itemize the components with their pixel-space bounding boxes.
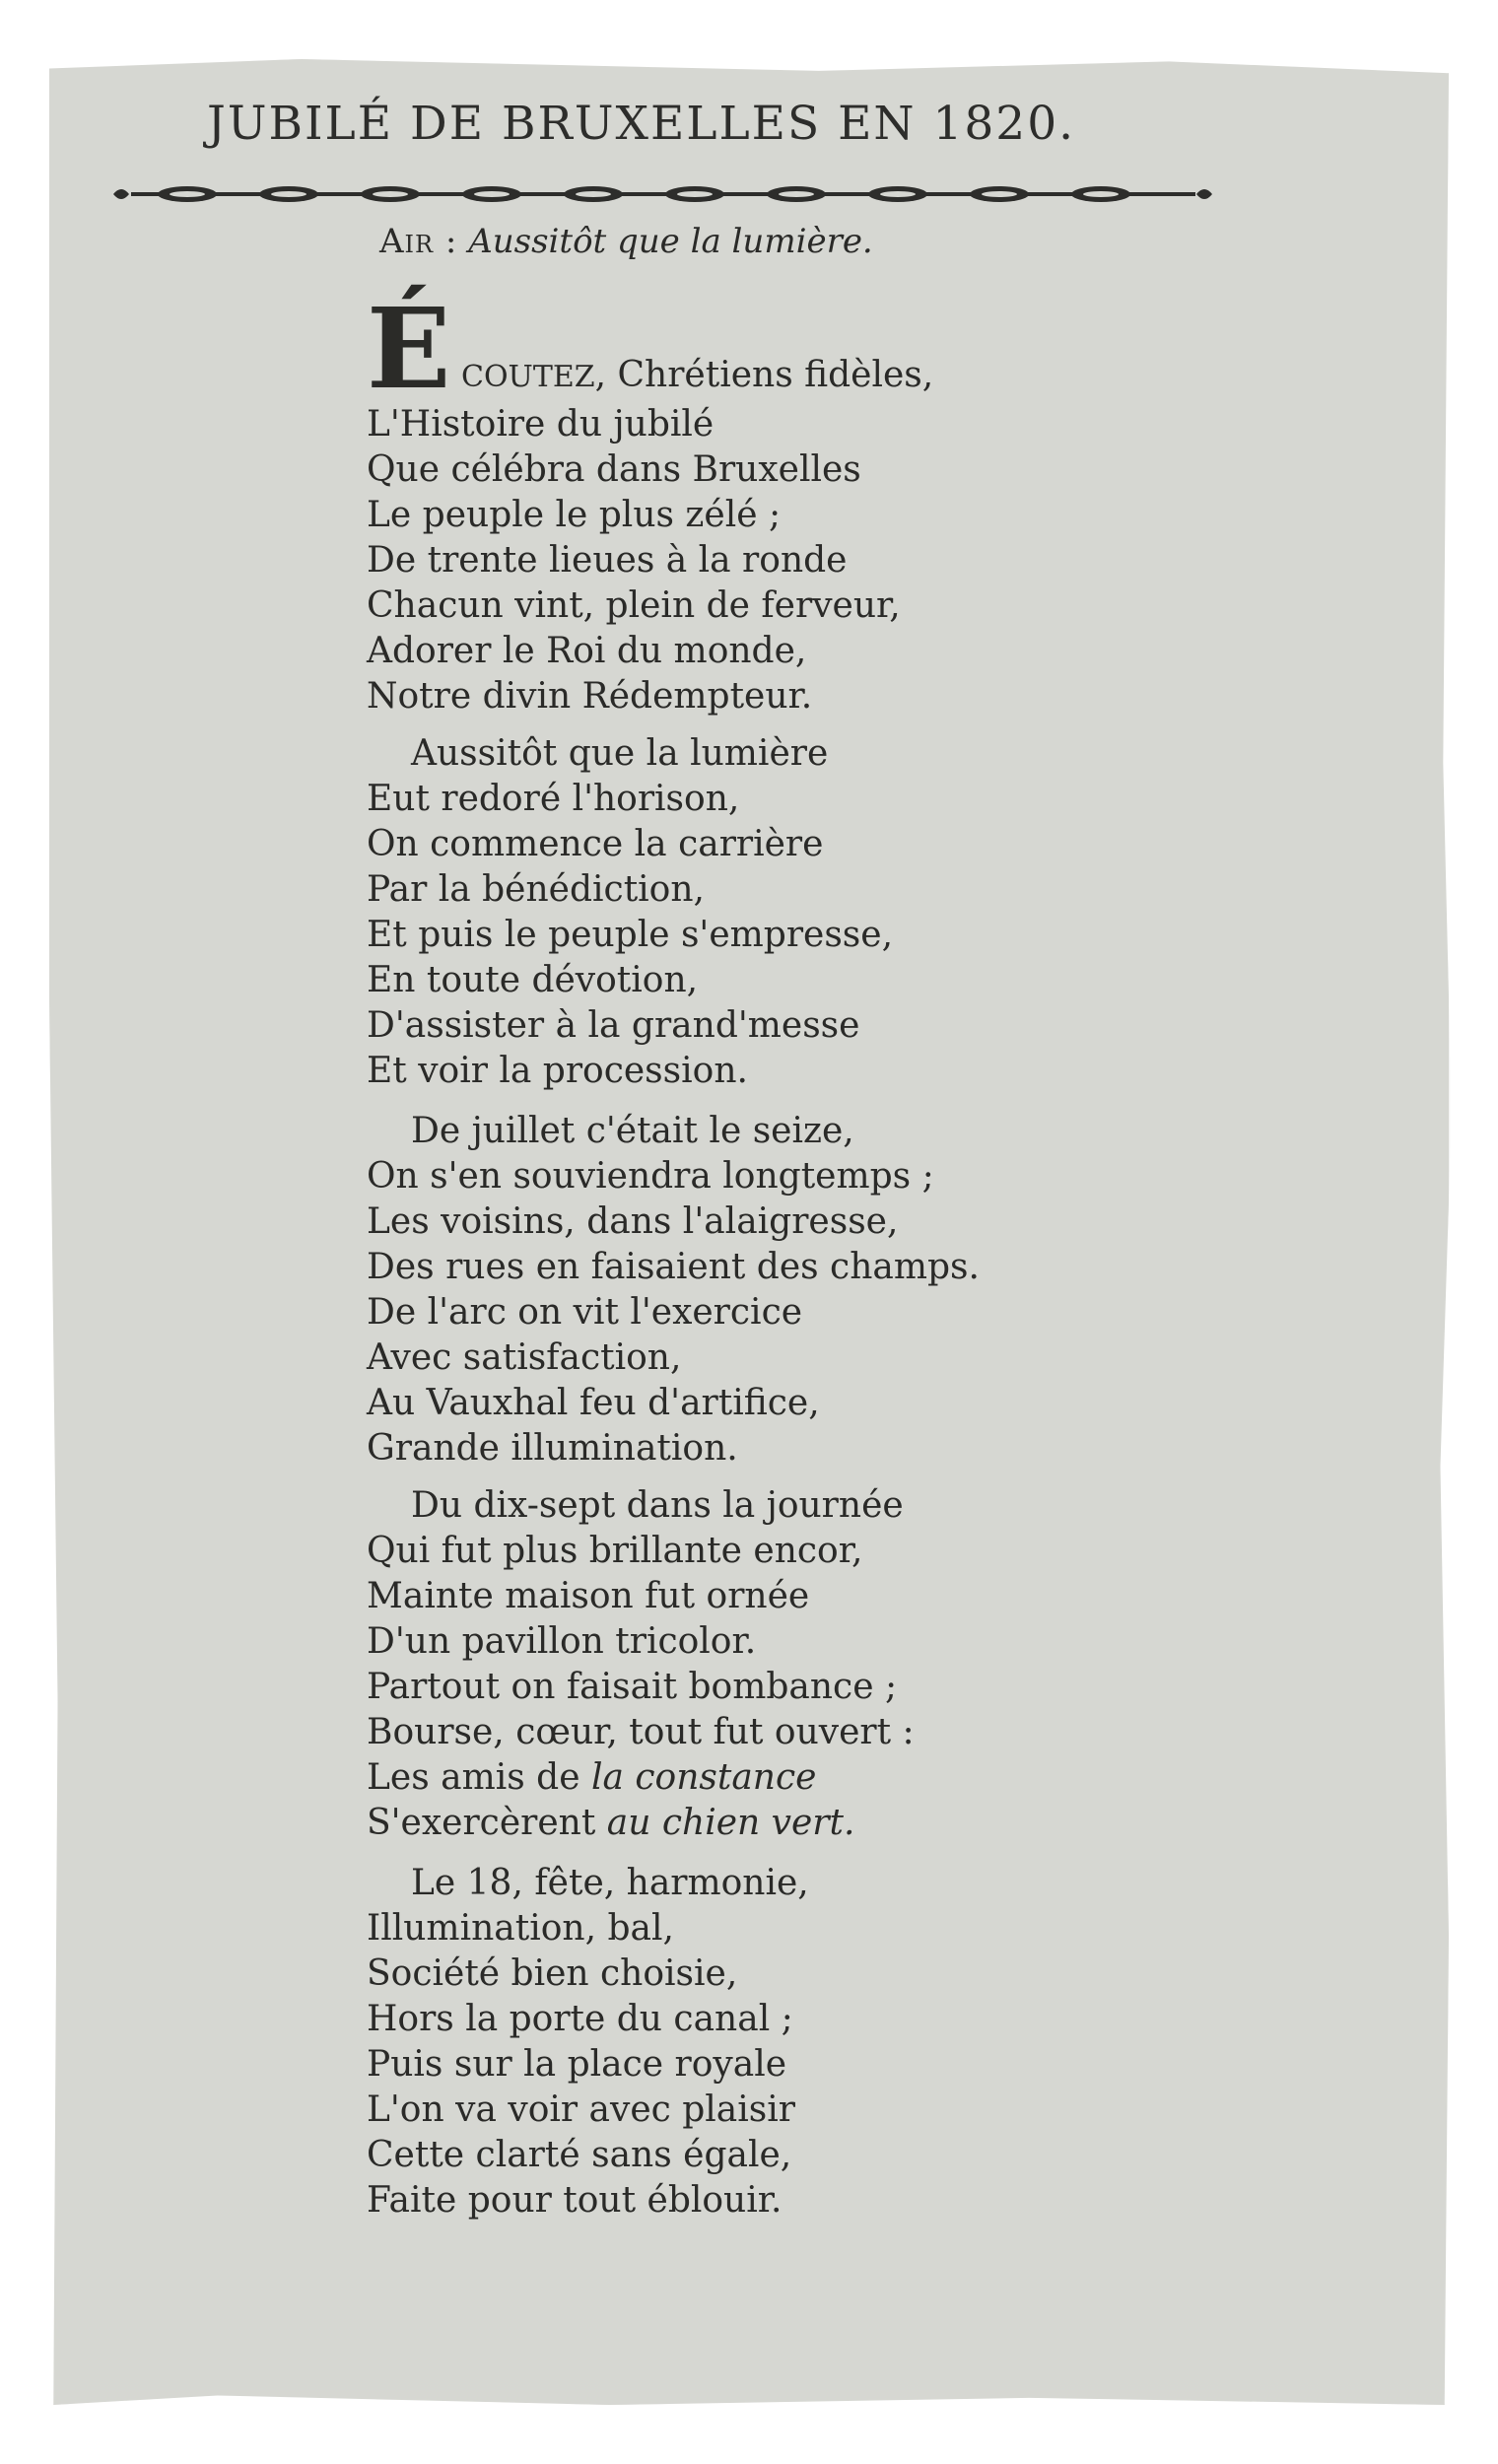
verse-line: Faite pour tout éblouir. (367, 2180, 783, 2221)
verse-line: Mainte maison fut ornée (367, 1576, 810, 1616)
verse-line: Grande illumination. (367, 1428, 738, 1469)
verse-line: Adorer le Roi du monde, (367, 631, 807, 671)
verse-line: Et puis le peuple s'empresse, (367, 915, 894, 955)
verse-line: Aussitôt que la lumière (411, 733, 829, 774)
verse-line: Du dix-sept dans la journée (411, 1485, 904, 1526)
verse-line: On s'en souviendra longtemps ; (367, 1156, 934, 1197)
verse-line: Avec satisfaction, (367, 1337, 682, 1378)
verse-line: Des rues en faisaient des champs. (367, 1247, 980, 1287)
stanza-2 (367, 731, 893, 1094)
verse-line: Les voisins, dans l'alaigresse, (367, 1201, 899, 1242)
verse-line: Eut redoré l'horison, (367, 779, 740, 819)
verse-line: Chacun vint, plein de ferveur, (367, 585, 901, 626)
verse-line: Le 18, fête, harmonie, (411, 1863, 809, 1903)
page-title: JUBILÉ DE BRUXELLES EN 1820. (207, 97, 1076, 151)
air-line (379, 222, 873, 261)
verse-line (367, 1801, 915, 1846)
stanza-3 (367, 1109, 980, 1472)
verse-italic: au chien vert. (606, 1803, 855, 1843)
verse-line: D'un pavillon tricolor. (367, 1621, 757, 1662)
verse-line: On commence la carrière (367, 824, 824, 864)
stanza-4 (367, 1483, 915, 1846)
verse-line: Puis sur la place royale (367, 2044, 787, 2085)
verse-text: Les amis de (367, 1757, 591, 1798)
first-line-rest: , Chrétiens fidèles, (594, 355, 934, 395)
verse-line: Par la bénédiction, (367, 869, 705, 910)
first-word: COUTEZ (461, 360, 595, 394)
verse-line: Le peuple le plus zélé ; (367, 495, 782, 535)
verse-line: Bourse, cœur, tout fut ouvert : (367, 1712, 915, 1752)
verse-line: Société bien choisie, (367, 1953, 738, 1994)
verse-line: De trente lieues à la ronde (367, 540, 848, 581)
verse-line: De l'arc on vit l'exercice (367, 1292, 803, 1333)
verse-line: Au Vauxhal feu d'artifice, (367, 1383, 820, 1423)
verse-line: Que célébra dans Bruxelles (367, 449, 861, 490)
air-label: Air : (379, 222, 458, 261)
verse-text: S'exercèrent (367, 1803, 607, 1843)
verse-line: Notre divin Rédempteur. (367, 676, 813, 717)
stanza-5 (367, 1861, 809, 2224)
stanza-1-first-line (461, 355, 933, 395)
verse-line: Cette clarté sans égale, (367, 2135, 792, 2175)
verse-line (367, 1755, 915, 1801)
verse-italic: la constance (590, 1757, 817, 1798)
verse-line: Hors la porte du canal ; (367, 1999, 793, 2039)
air-tune: Aussitôt que la lumière. (468, 222, 873, 261)
verse-line: Qui fut plus brillante encor, (367, 1531, 863, 1571)
verse-line: L'Histoire du jubilé (367, 404, 715, 445)
verse-line: D'assister à la grand'messe (367, 1005, 860, 1046)
verse-line: Illumination, bal, (367, 1908, 674, 1949)
drop-cap: É (367, 285, 451, 414)
verse-line: Partout on faisait bombance ; (367, 1667, 898, 1707)
ornamental-rule (113, 179, 1212, 209)
verse-line: En toute dévotion, (367, 960, 699, 1000)
verse-line: L'on va voir avec plaisir (367, 2089, 795, 2130)
verse-line: Et voir la procession. (367, 1051, 748, 1091)
stanza-1 (367, 402, 901, 719)
verse-line: De juillet c'était le seize, (411, 1111, 854, 1151)
